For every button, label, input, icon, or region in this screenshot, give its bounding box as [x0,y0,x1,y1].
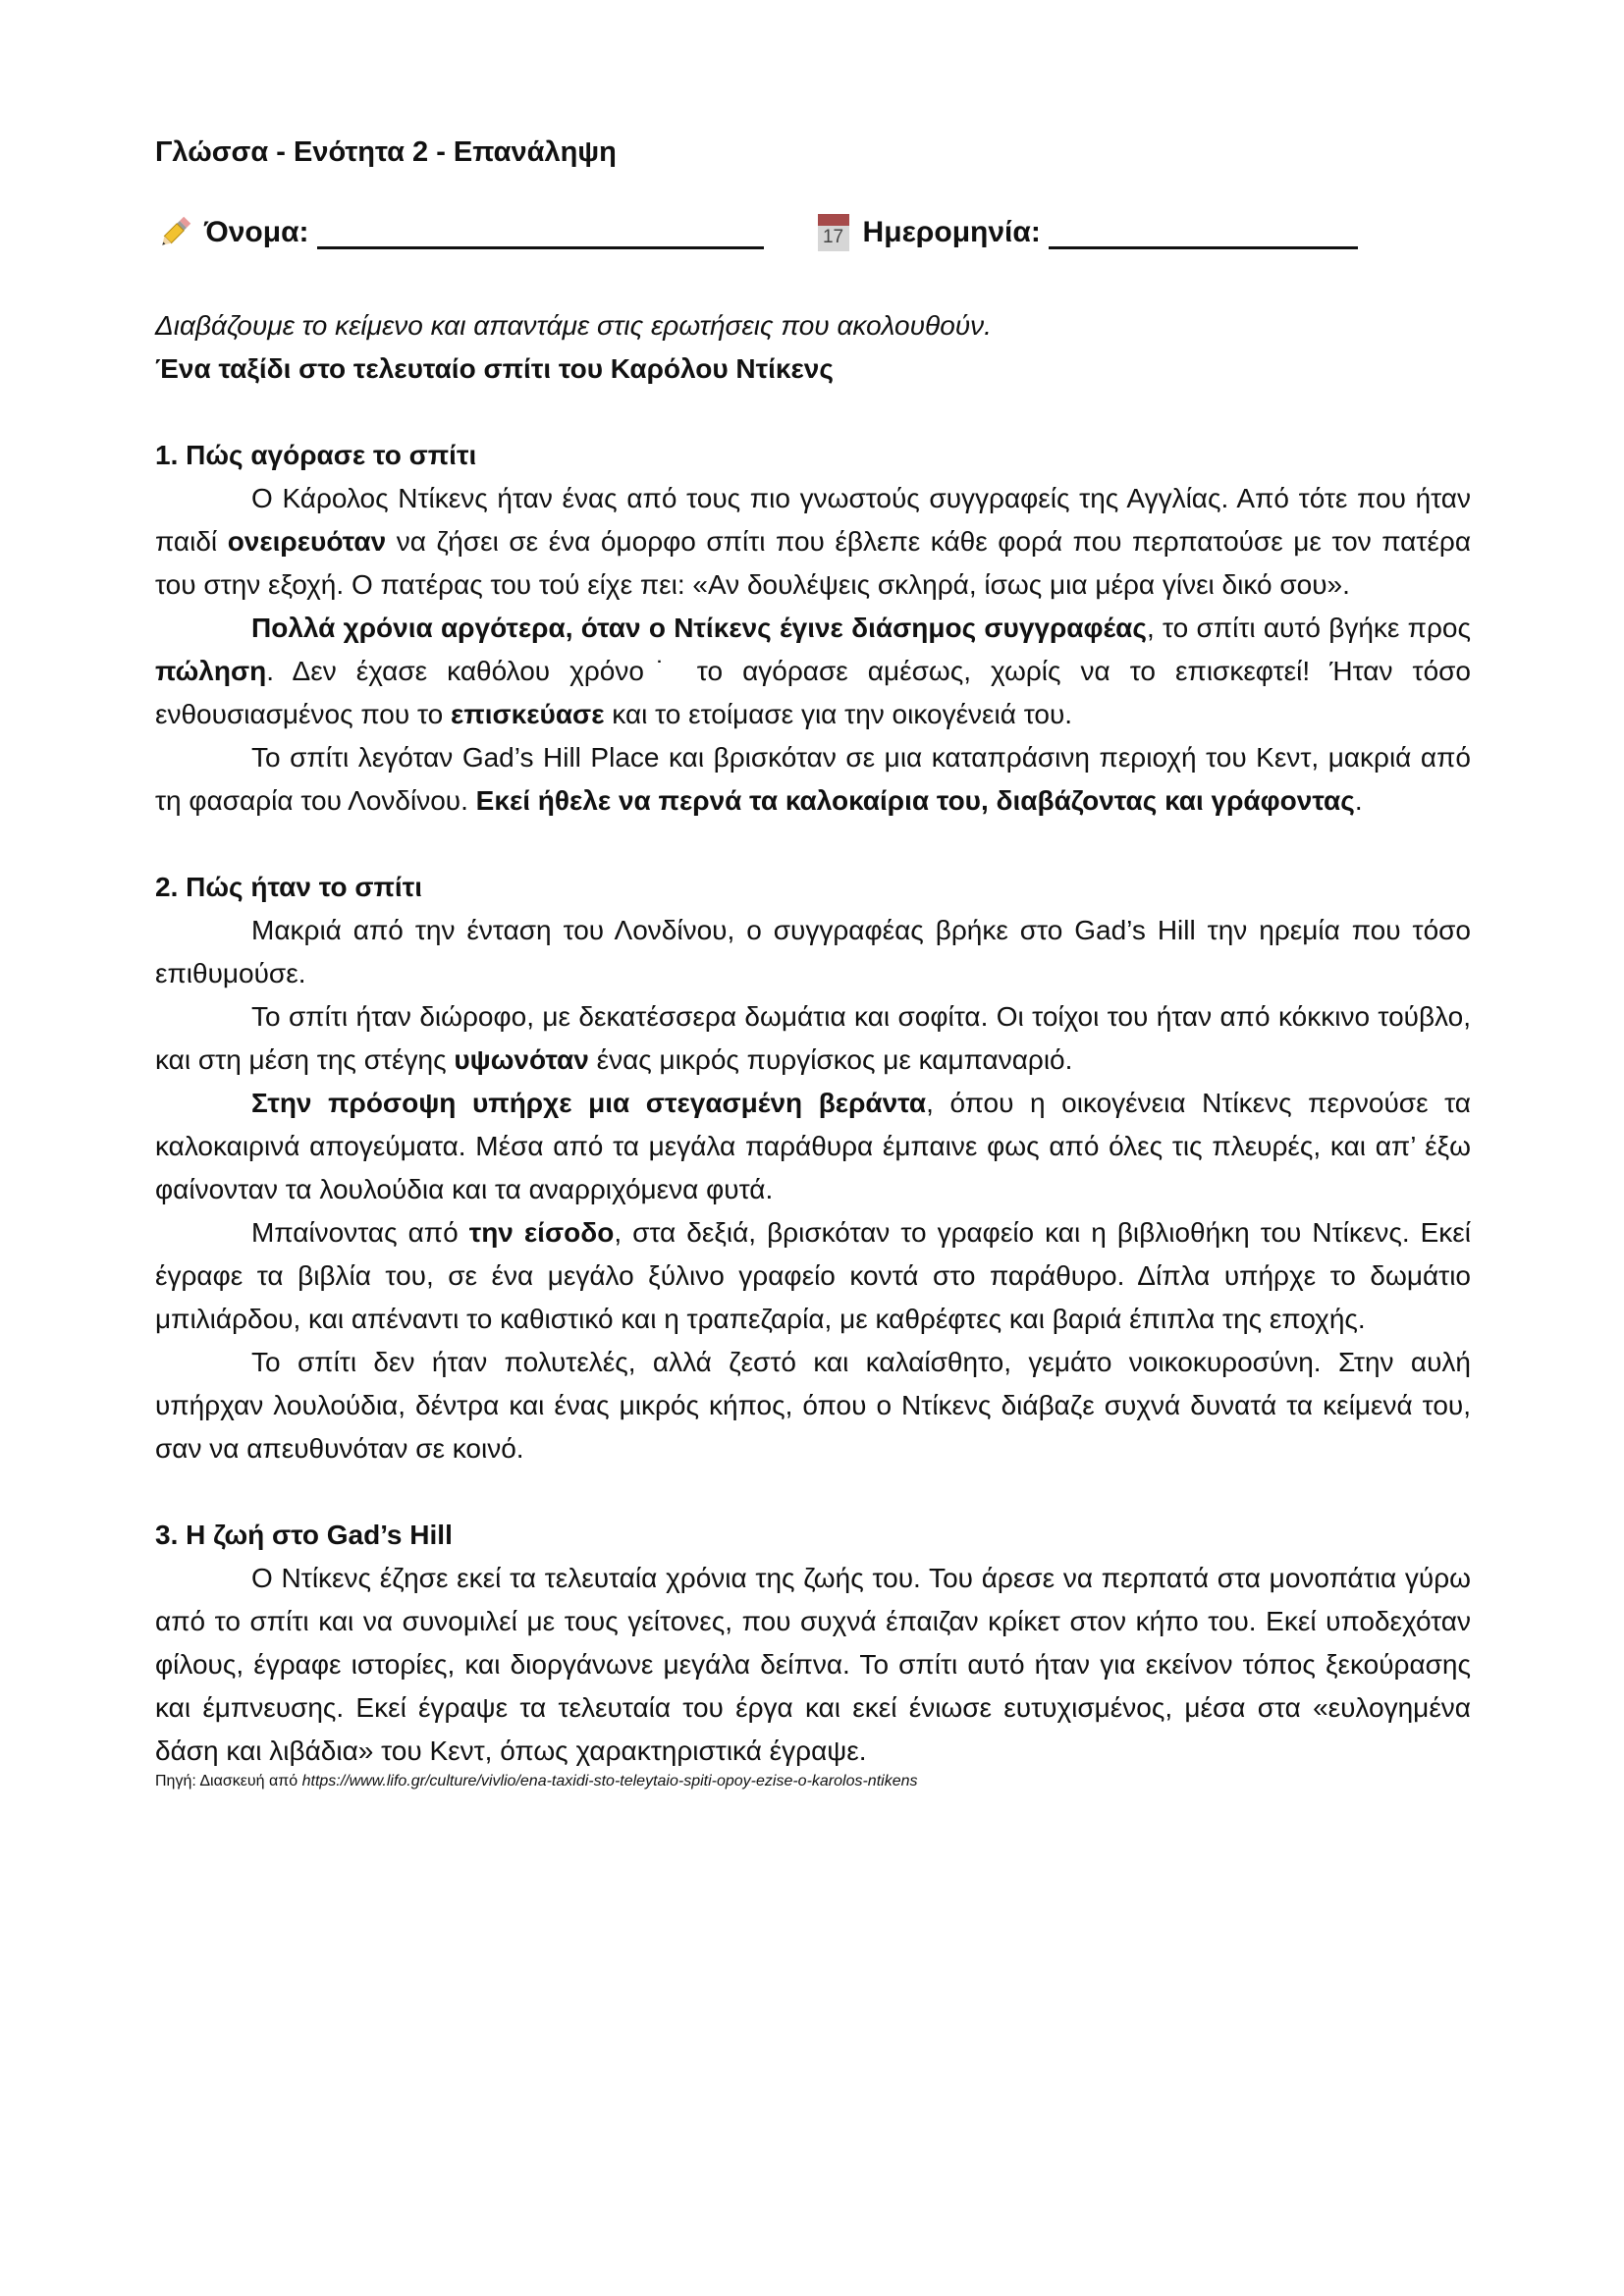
paragraph [155,1082,1471,1211]
text-run: Ο Ντίκενς έζησε εκεί τα τελευταία χρόνια της ζωής του. Του άρεσε να περπατά στα μονοπάτια γύρω από το σπίτι και να συνομιλεί με τους γείτονες, που συχνά έπαιζαν κρίκετ στον κήπο του. Εκεί υποδεχόταν φίλους, έγραφε ιστορίες, και διοργάνωνε μεγάλα δείπνα. Το σπίτι αυτό ήταν για εκείνον τόπος ξεκούρασης και έμπνευσης. Εκεί έγραψε τα τελευταία του έργα και εκεί ένιωσε ευτυχισμένος, μέσα στα «ευλογημένα δάση και λιβάδια» του Κεντ, όπως χαρακτηριστικά έγραψε. [155,1563,1471,1766]
bold-text: Στην πρόσοψη υπήρχε μια στεγασμένη βεράντα [251,1088,927,1118]
section-heading: 1. Πώς αγόρασε το σπίτι [155,440,477,470]
name-date-row [155,208,1471,257]
paragraph [155,736,1471,823]
text-run: Μπαίνοντας από [251,1217,469,1248]
text-run: Μακριά από την ένταση του Λονδίνου, ο συγγραφέας βρήκε στο Gad’s Hill την ηρεμία που τόσο επιθυμούσε. [155,915,1471,988]
bold-text: Πολλά χρόνια αργότερα, όταν ο Ντίκενς έγινε διάσημος συγγραφέας [251,613,1147,643]
section-heading: 2. Πώς ήταν το σπίτι [155,872,422,902]
sections [155,434,1471,1773]
text-run: και το ετοίμασε για την οικογένειά του. [604,699,1073,729]
source-citation [155,1773,1471,1790]
text-run: Το σπίτι λεγόταν Gad’s Hill Place και βρισκόταν σε μια καταπράσινη περιοχή του Κεντ, μακριά από τη φασαρία του Λονδίνου. [155,742,1471,816]
bold-text: υψωνόταν [454,1044,589,1075]
text-run: , το σπίτι αυτό βγήκε προς [1146,613,1471,643]
text-run: να ζήσει σε ένα όμορφο σπίτι που έβλεπε κάθε φορά που περπατούσε με τον πατέρα του στην εξοχή. Ο πατέρας του τού είχε πει: «Αν δουλέψεις σκληρά, ίσως μια μέρα γίνει δικό σου». [155,526,1471,600]
source-label: Πηγή: Διασκευή από [155,1773,302,1789]
paragraph [155,1557,1471,1773]
text-run: , όπου η οικογένεια Ντίκενς περνούσε τα καλοκαιρινά απογεύματα. Μέσα από τα μεγάλα παράθυρα έμπαινε φως από όλες τις πλευρές, και απ’ έξω φαίνονταν τα λουλούδια και τα αναρριχόμενα φυτά. [155,1088,1471,1204]
paragraph [155,607,1471,736]
pencil-icon [155,213,194,252]
name-label: Όνομα: [204,216,309,248]
date-label: Ημερομηνία: [862,216,1041,248]
section-1 [155,434,1471,823]
paragraph [155,995,1471,1082]
calendar-day-number: 17 [822,227,844,247]
paragraph [155,909,1471,995]
bold-text: επισκεύασε [450,699,605,729]
text-run: Το σπίτι δεν ήταν πολυτελές, αλλά ζεστό και καλαίσθητο, γεμάτο νοικοκυροσύνη. Στην αυλή υπήρχαν λουλούδια, δέντρα και ένας μικρός κήπος, όπου ο Ντίκενς διάβαζε συχνά δυνατά τα κείμενά του, σαν να απευθυνόταν σε κοινό. [155,1347,1471,1464]
text-run: . Δεν έχασε καθόλου χρόνο˙ το αγόρασε αμέσως, χωρίς να το επισκεφτεί! Ήταν τόσο ενθουσιασμένος που το [155,656,1471,729]
section-3 [155,1514,1471,1773]
text-run: . [1354,785,1363,816]
worksheet-page [155,131,1471,1790]
date-field [818,214,1358,251]
source-url[interactable]: https://www.lifo.gr/culture/vivlio/ena-taxidi-sto-teleytaio-spiti-opoy-ezise-o-karolos-ntikens [301,1773,918,1789]
paragraph [155,1341,1471,1470]
bold-text: ονειρευόταν [227,526,387,557]
name-blank-line[interactable] [317,217,764,249]
section-2 [155,866,1471,1470]
section-heading: 3. Η ζωή στο Gad’s Hill [155,1520,453,1550]
date-blank-line[interactable] [1049,217,1358,249]
paragraph [155,1211,1471,1341]
bold-text: πώληση [155,656,267,686]
paragraph [155,477,1471,607]
text-run: , στα δεξιά, βρισκόταν το γραφείο και η βιβλιοθήκη του Ντίκενς. Εκεί έγραφε τα βιβλία του, σε ένα μεγάλο ξύλινο γραφείο κοντά στο παράθυρο. Δίπλα υπήρχε το δωμάτιο μπιλιάρδου, και απέναντι το καθιστικό και η τραπεζαρία, με καθρέφτες και βαριά έπιπλα της εποχής. [155,1217,1471,1334]
text-run: ένας μικρός πυργίσκος με καμπαναριό. [588,1044,1073,1075]
name-field [155,213,764,252]
instruction-text: Διαβάζουμε το κείμενο και απαντάμε στις ερωτήσεις που ακολουθούν. [155,310,992,341]
bold-text: την είσοδο [468,1217,615,1248]
story-title: Ένα ταξίδι στο τελευταίο σπίτι του Καρόλου Ντίκενς [155,353,834,384]
text-run: Το σπίτι ήταν διώροφο, με δεκατέσσερα δωμάτια και σοφίτα. Οι τοίχοι του ήταν από κόκκινο τούβλο, και στη μέση της στέγης [155,1001,1471,1075]
intro [155,304,1471,391]
bold-text: Εκεί ήθελε να περνά τα καλοκαίρια του, διαβάζοντας και γράφοντας [475,785,1355,816]
worksheet-title: Γλώσσα - Ενότητα 2 - Επανάληψη [155,136,617,168]
text-run: Ο Κάρολος Ντίκενς ήταν ένας από τους πιο γνωστούς συγγραφείς της Αγγλίας. Από τότε που ήταν παιδί [155,483,1471,557]
calendar-icon [818,214,849,251]
